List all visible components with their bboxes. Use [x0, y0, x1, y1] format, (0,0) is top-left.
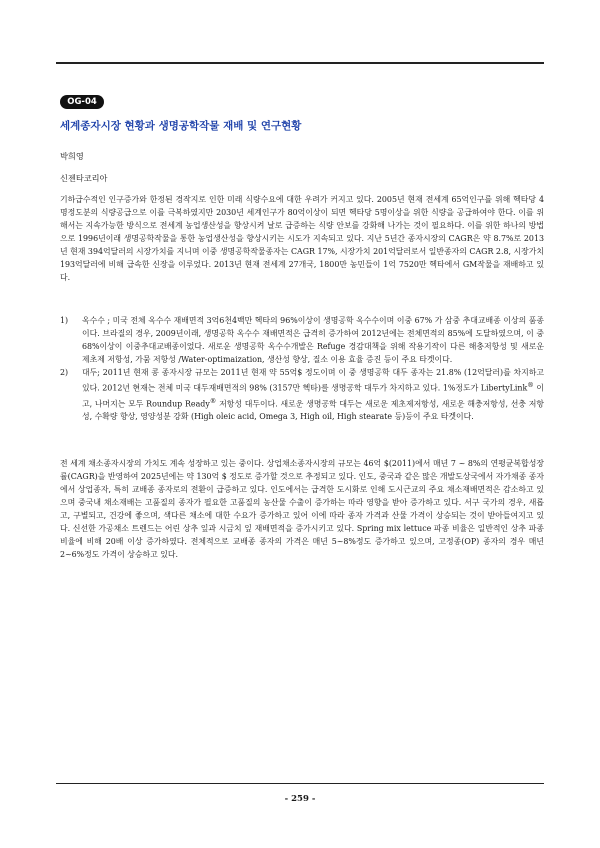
author-name: 박희영	[60, 151, 84, 161]
list-item-text-b: 이고, 나머지는 모두 Roundup Ready	[82, 383, 544, 409]
list-item-text-a: 대두; 2011년 현재 콩 종자시장 규모는 2011년 현재 약 55억$ 정도이며 이 중 생명공학 대두 종자는 21.8% (12억달러)를 차지하고 있다. 2012년 현재는 전체 미국 대두재배면적의 98% (3157만 헥타)를 생명공학 대두가 차지하고 있다. 1%정도가 LibertyLink	[82, 368, 544, 393]
list-item-text: 옥수수 ; 미국 전체 옥수수 재배면적 3억6천4백만 헥타의 96%이상이 생명공학 옥수수이며 이중 67% 가 삼중 추대교배종 이상의 품종이다. 브라질의 경우, 2009년이래, 생명공학 옥수수 재배면적은 급격히 증가하여 2012년에는 전체면적의 85%에 도달하였으며, 이 중 68%이상이 이중추대교배종이었다. 새로운 생명공학 옥수수개발은 Refuge 경감대책을 위해 작용기작이 다른 해충저항성 및 새로운 제초제 저항성, 가뭄 저항성 /Water-optimaization, 생산성 향상, 질소 이용 효율 증진 등이 주요 타겟이다.	[82, 316, 544, 364]
list-item-corn	[60, 314, 544, 366]
list-item-text-c: 저항성 대두이다. 새로운 생명공학 대두는 새로운 제초제저항성, 새로운 해충저항성, 선충 저항성, 수확량 향상, 영양성분 강화 (High oleic acid, Omega 3, High oil, High stearate 등)등이 주요 타겟이다.	[82, 399, 544, 422]
registered-mark: ®	[209, 396, 217, 405]
session-badge: OG-04	[60, 95, 104, 109]
intro-paragraph: 기하급수적인 인구증가와 한정된 경작지로 인한 미래 식량수요에 대한 우려가 커지고 있다. 2005년 현재 전세계 65억인구를 위해 헥타당 4명정도분의 식량공급으로 이를 극복하였지만 2030년 세계인구가 80억이상이 되면 헥타당 5명이상을 위한 식량을 공급하여야 한다. 이를 위해서는 지속가능한 방식으로 전세계 농업생산성을 향상시켜 날로 급증하는 식량 안보를 강화해 나가는 것이 필요하다. 이를 위한 하나의 방법으로 1996년이래 생명공학작물을 통한 농업생산성을 향상시키는 시도가 지속되고 있다. 지난 5년간 종자시장의 CAGR은 약 8.7%로 2013년 현재 394억달러의 시장가치를 지니며 이중 생명공학작물종자는 CAGR 17%, 시장가치 201억달러로서 일반종자의 CAGR 2.8, 시장가치 193억달러에 비해 급속한 신장을 이루었다. 2013년 현재 전세계 27개국, 1800만 농민들이 1억 7520만 헥타에서 GM작물을 재배하고 있다.	[60, 195, 544, 282]
list-item-soybean	[60, 366, 544, 423]
page-number: - 259 -	[284, 794, 316, 804]
registered-mark: ®	[527, 381, 534, 389]
paper-title: 세계종자시장 현황과 생명공학작물 재배 및 연구현황	[60, 120, 302, 132]
crop-list	[60, 314, 544, 423]
author-affiliation: 신젠타코리아	[60, 173, 108, 183]
vegetable-paragraph: 전 세계 채소종자시장의 가치도 계속 성장하고 있는 중이다. 상업채소종자시장의 규모는 46억 $(2011)에서 매년 7 ~ 8%의 연평균복합성장률(CAGR)을 반영하여 2025년에는 약 130억 $ 정도로 증가할 것으로 추정되고 있다. 인도, 중국과 같은 많은 개발도상국에서 자가채종 종자에서 상업종자, 특히 교배종 종자로의 전환이 급증하고 있다. 인도에서는 급격한 도시화로 인해 도시근교의 주요 채소재배면적은 감소하고 있으며 중국내 채소재배는 고품질의 종자가 필요한 고품질의 농산물 수출이 증가하는 따라 영향을 받아 증가하고 있다. 서구 국가의 경우, 새롭고, 구별되고, 건강에 좋으며, 색다른 채소에 대한 수요가 증가하고 있어 이에 따라 종자 가격과 산물 가격이 상승되는 것이 받아들여지고 있다. 신선한 가공채소 트렌드는 어린 상추 잎과 시금치 잎 재배면적을 증가시키고 있다. Spring mix lettuce 파종 비율은 일반적인 상추 파종비율에 비해 20배 이상 증가하였다. 전체적으로 교배종 종자의 가격은 매년 5~8%정도 증가하고 있으며, 고정종(OP) 종자의 경우 매년 2~6%정도 가격이 상승하고 있다.	[60, 459, 544, 559]
list-item-number: 2)	[60, 368, 69, 377]
list-item-number: 1)	[60, 316, 69, 325]
bottom-rule	[56, 783, 544, 784]
top-rule	[56, 62, 544, 64]
